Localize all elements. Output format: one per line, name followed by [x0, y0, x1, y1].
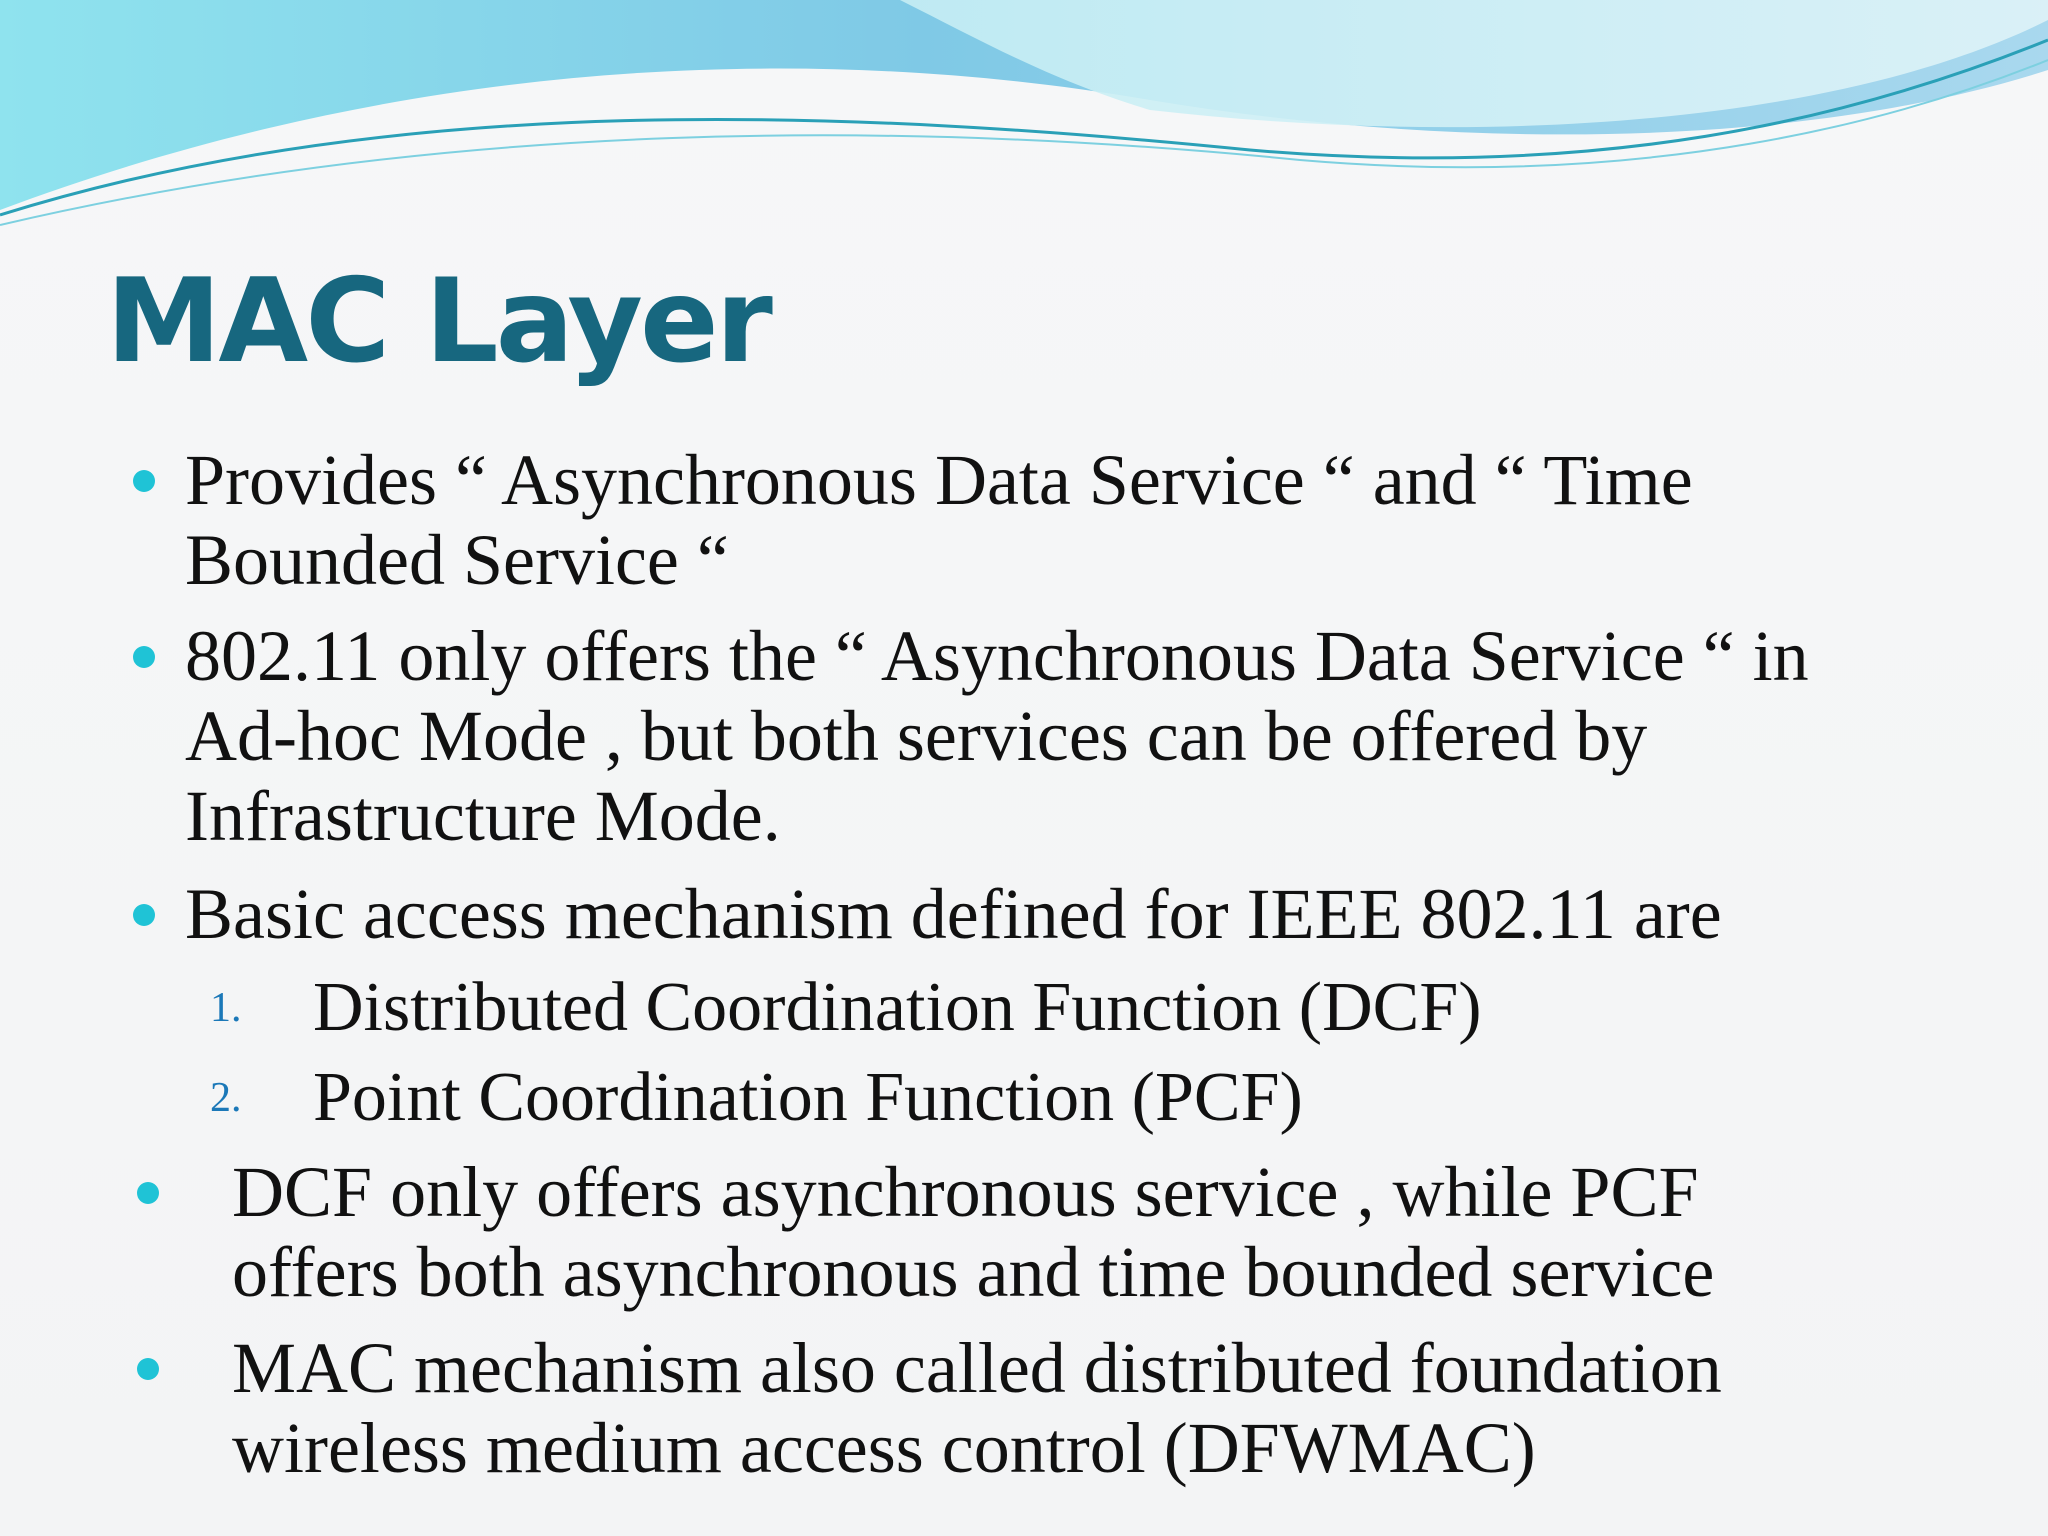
bullet-5-line-2: wireless medium access control (DFWMAC): [232, 1408, 1536, 1488]
slide-title: MAC Layer: [106, 254, 770, 389]
numbered-item-2-text: Point Coordination Function (PCF): [313, 1059, 1303, 1136]
numbered-item-2-marker: 2.: [210, 1075, 242, 1121]
bullet-3-line-1: Basic access mechanism defined for IEEE 802.11 are: [185, 874, 1722, 954]
bullet-dot-icon: [137, 1358, 159, 1380]
bullet-5-line-1: MAC mechanism also called distributed foundation: [232, 1328, 1722, 1408]
bullet-1-line-1: Provides “ Asynchronous Data Service “ and “ Time: [185, 440, 1693, 520]
bullet-1-line-2: Bounded Service “: [185, 520, 729, 600]
bullet-dot-icon: [133, 470, 155, 492]
bullet-2-line-1: 802.11 only offers the “ Asynchronous Data Service “ in: [185, 616, 1809, 696]
bullet-2-line-3: Infrastructure Mode.: [185, 776, 781, 856]
bullet-dot-icon: [133, 646, 155, 668]
numbered-item-1-marker: 1.: [210, 985, 242, 1031]
bullet-4-line-1: DCF only offers asynchronous service , while PCF: [232, 1152, 1699, 1232]
bullet-2-line-2: Ad-hoc Mode , but both services can be offered by: [185, 696, 1648, 776]
bullet-4-line-2: offers both asynchronous and time bounded service: [232, 1232, 1715, 1312]
bullet-dot-icon: [137, 1182, 159, 1204]
numbered-item-1-text: Distributed Coordination Function (DCF): [313, 969, 1482, 1046]
bullet-dot-icon: [133, 904, 155, 926]
